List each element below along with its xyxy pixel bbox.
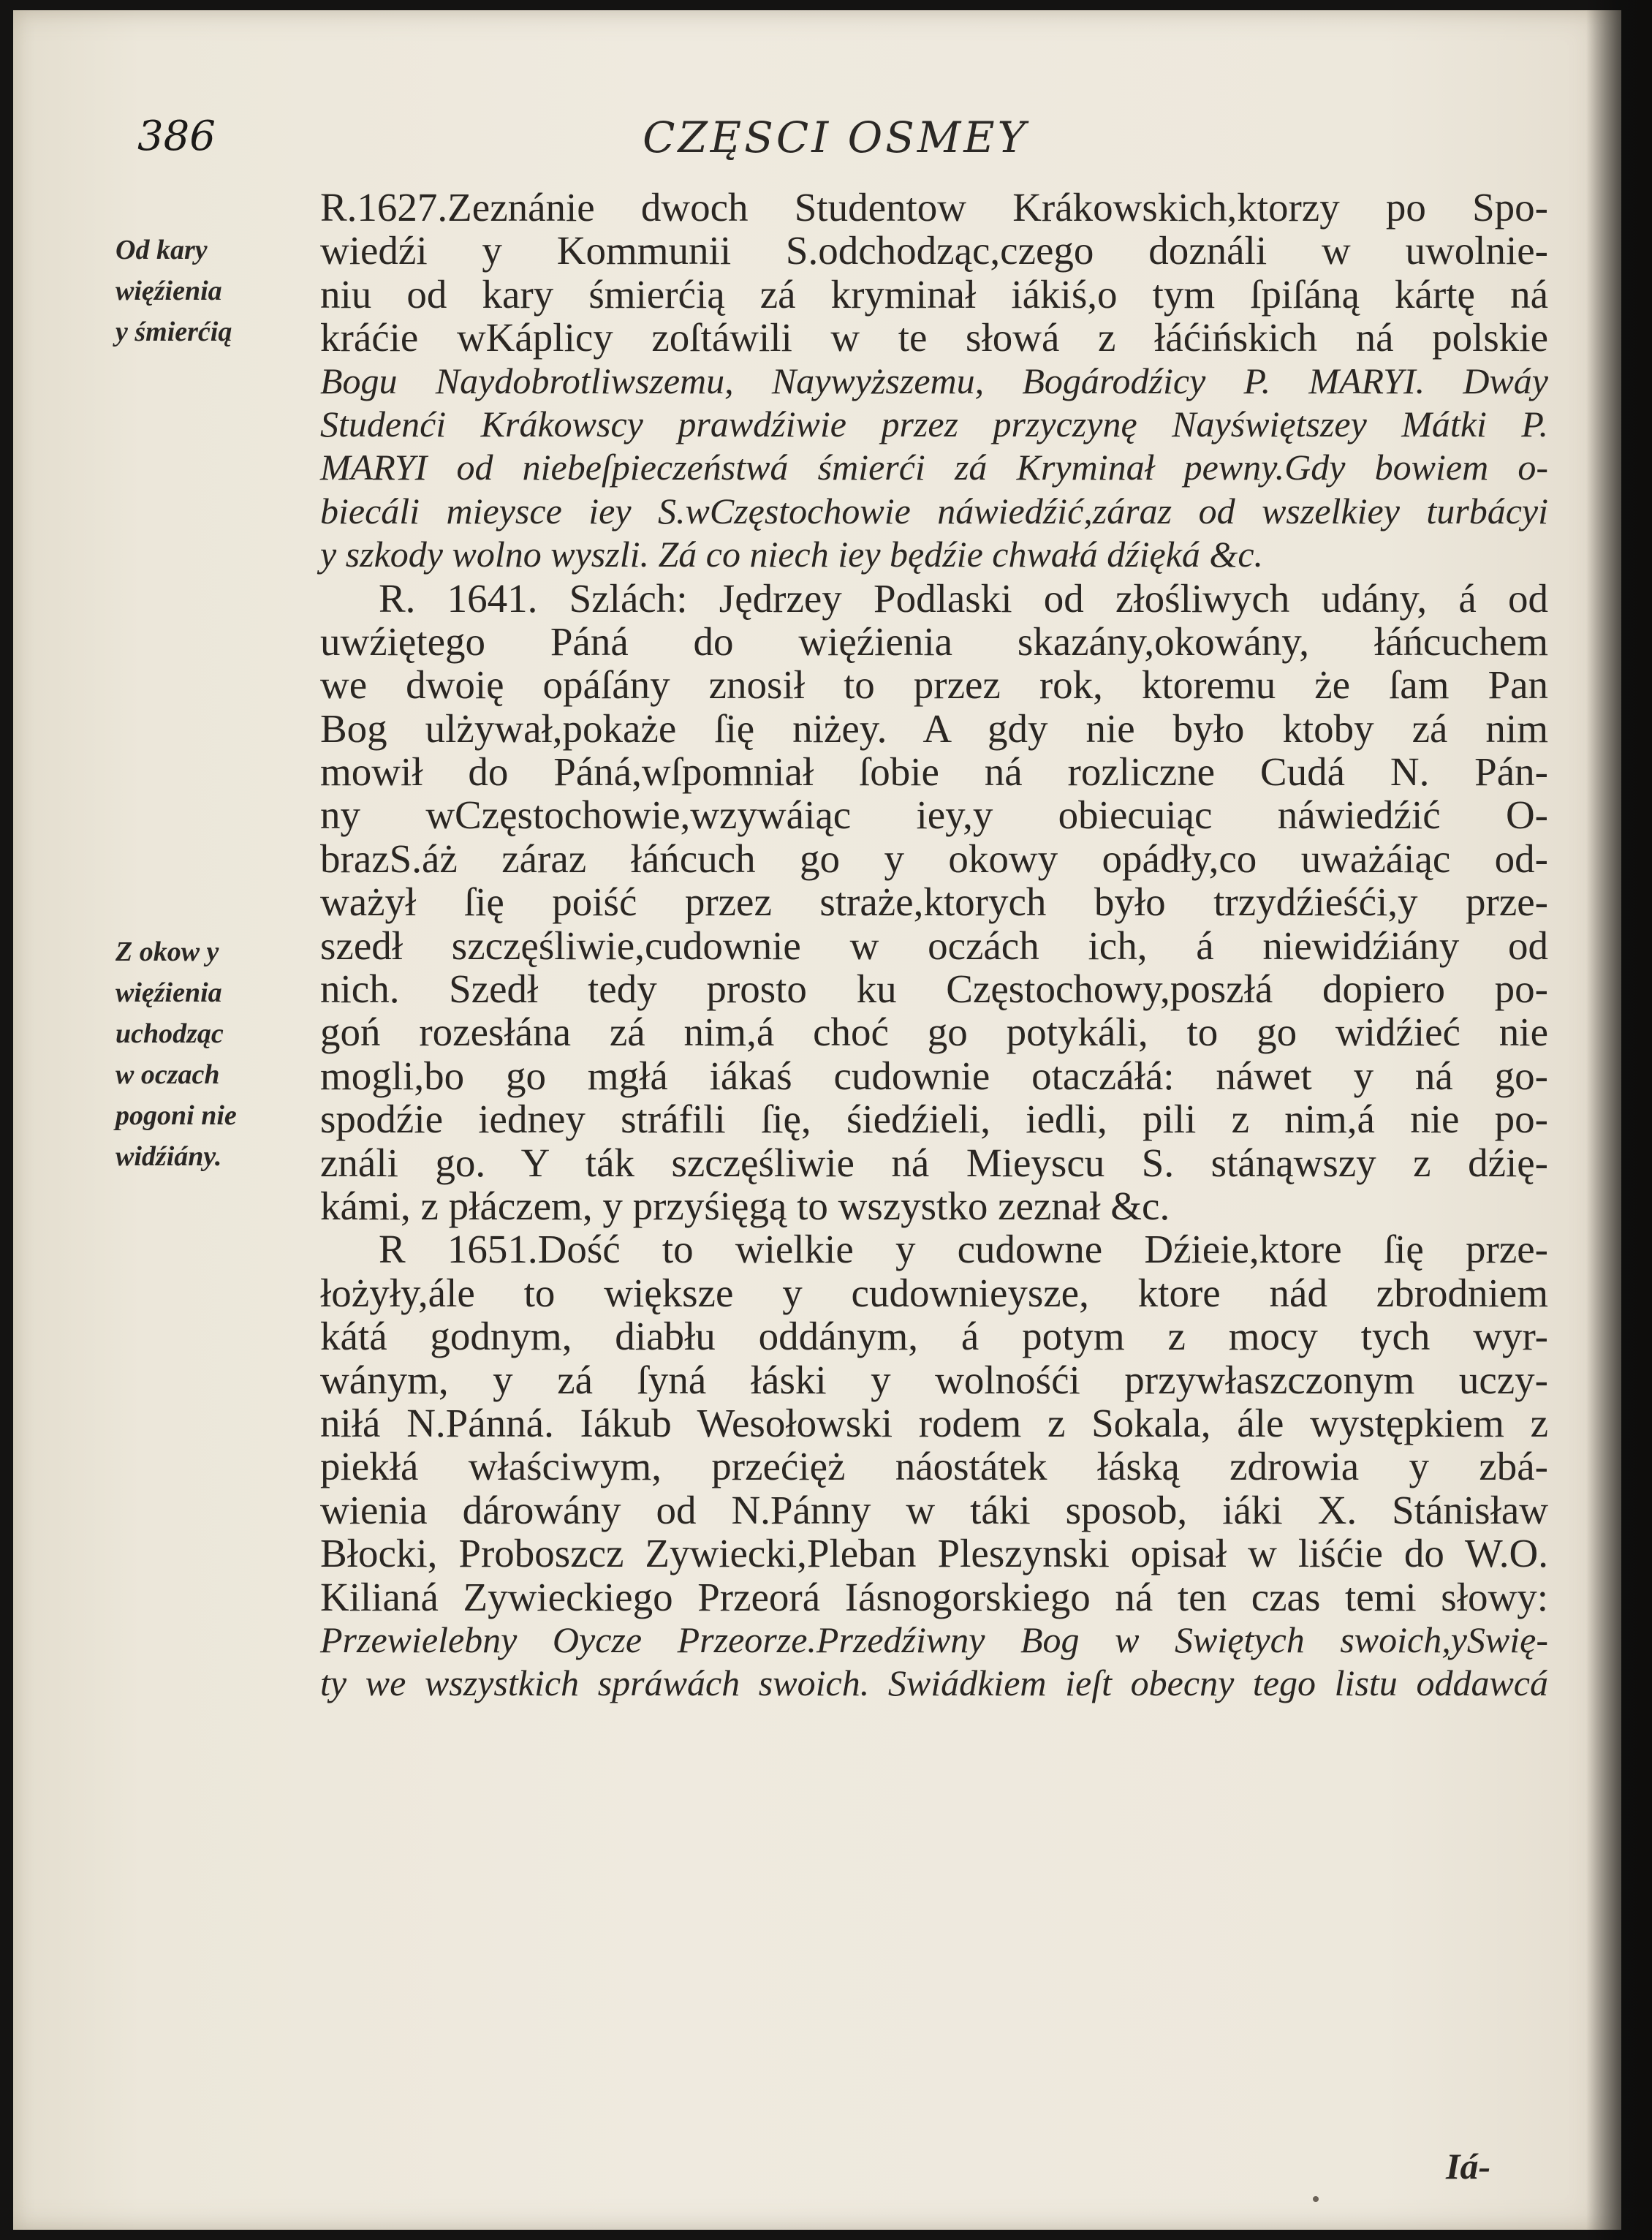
text-line: R.1627.Zeznánie dwoch Studentow Krákowskich,ktorzy po Spo- [320, 185, 1548, 230]
margin-note-line: więźienia [115, 977, 222, 1008]
margin-note-line: w oczach [115, 1059, 220, 1090]
text-line: Bogu Naydobrotliwszemu, Naywyższemu, Bogárodźicy P. MARYI. Dwáy [320, 360, 1548, 401]
ink-spot [1313, 2196, 1319, 2202]
text-line: ználi go. Y ták szczęśliwie ná Mieyscu S. stánąwszy z dźię- [320, 1140, 1548, 1185]
margin-note-line: y śmierćią [115, 317, 232, 347]
text-line: Kilianá Zywieckiego Przeorá Iásnogorskiego ná ten czas temi słowy: [320, 1574, 1548, 1619]
margin-note-od-kary [115, 230, 320, 352]
text-line: piekłá właściwym, przećięż náostátek łáską zdrowia y zbá- [320, 1444, 1548, 1489]
margin-note-line: więźienia [115, 276, 222, 306]
margin-note-line: Z okow y [115, 937, 219, 967]
text-line: kráćie wKáplicy zoſtáwili w te słowá z łáćińskich ná polskie [320, 315, 1548, 360]
text-line: mogli,bo go mgłá iákaś cudownie otaczáłá: náwet y ná go- [320, 1053, 1548, 1098]
text-line: R 1651.Dość to wielkie y cudowne Dźieie,ktore ſię prze- [379, 1227, 1548, 1272]
text-line: wiedźi y Kommunii S.odchodząc,czego doználi w uwolnie- [320, 228, 1548, 273]
text-line: ty we wszystkich spráwách swoich. Swiádkiem ieſt obecny tego listu oddawcá [320, 1662, 1548, 1704]
text-line: szedł szczęśliwie,cudownie w oczách ich, á niewidźiány od [320, 923, 1548, 968]
margin-note-z-okow [115, 931, 320, 1177]
catchword: Iá- [1446, 2146, 1491, 2187]
text-line: R. 1641. Szlách: Jędrzey Podlaski od złośliwych udány, á od [379, 575, 1548, 621]
text-line: Błocki, Proboszcz Zywiecki,Pleban Pleszynski opisał w liśćie do W.O. [320, 1531, 1548, 1576]
binding-shadow [1586, 0, 1652, 2240]
text-line: uwźiętego Páná do więźienia skazány,okowány, łáńcuchem [320, 618, 1548, 664]
text-line: Przewielebny Oycze Przeorze.Przedźiwny Bog w Swiętych swoich,ySwię- [320, 1619, 1548, 1660]
text-line: kátá godnym, diabłu oddánym, á potym z mocy tych wyr- [320, 1314, 1548, 1359]
text-line: y szkody wolno wyszli. Zá co niech iey będźie chwałá dźięká &c. [320, 534, 1264, 575]
text-line: ny wCzęstochowie,wzywáiąc iey,y obiecuiąc náwiedźić O- [320, 792, 1548, 838]
text-line: wienia dárowány od N.Pánny w táki sposob, iáki X. Stánisław [320, 1487, 1548, 1532]
text-line: MARYI od niebeſpieczeństwá śmierći zá Kryminał pewny.Gdy bowiem o- [320, 447, 1548, 488]
margin-note-line: uchodząc [115, 1018, 224, 1049]
text-line: spodźie iedney stráfili ſię, śiedźieli, iedli, pili z nim,á nie po- [320, 1097, 1548, 1142]
text-line: łożyły,ále to większe y cudownieysze, ktore nád zbrodniem [320, 1270, 1548, 1315]
running-head: CZĘSCI OSMEY [643, 113, 1028, 162]
book-page [13, 10, 1621, 2230]
text-line: biecáli mieysce iey S.wCzęstochowie náwiedźić,záraz od wszelkiey turbácyi [320, 490, 1548, 531]
page-number: 386 [137, 113, 216, 160]
margin-note-line: Od kary [115, 235, 208, 265]
body-text [320, 186, 1548, 1706]
text-line: wánym, y zá ſyná łáski y wolnośći przywłaszczonym uczy- [320, 1357, 1548, 1402]
text-line: kámi, z płáczem, y przyśięgą to wszystko zeznał &c. [320, 1183, 1170, 1228]
text-line: niłá N.Pánná. Iákub Wesołowski rodem z Sokala, ále występkiem z [320, 1400, 1548, 1445]
text-line: goń rozesłána zá nim,á choć go potykáli, to go widźieć nie [320, 1010, 1548, 1055]
margin-note-line: pogoni nie [115, 1100, 237, 1131]
text-line: mowił do Páná,wſpomniał ſobie ná rozliczne Cudá N. Pán- [320, 749, 1548, 795]
text-line: brazS.áż záraz łáńcuch go y okowy opádły,co uważáiąc od- [320, 836, 1548, 881]
text-line: Studenći Krákowscy prawdźiwie przez przyczynę Nayświętszey Mátki P. [320, 403, 1548, 444]
text-line: ważył ſię poiść przez straże,ktorych było trzydźieśći,y prze- [320, 879, 1548, 925]
text-line: Bog ulżywał,pokaże ſię niżey. A gdy nie było ktoby zá nim [320, 705, 1548, 751]
margin-note-line: widźiány. [115, 1141, 222, 1172]
text-line: nich. Szedł tedy prosto ku Częstochowy,poszłá dopiero po- [320, 966, 1548, 1012]
page-header [123, 113, 1548, 186]
text-line: we dwoię opáſány znosił to przez rok, ktoremu że ſam Pan [320, 662, 1548, 708]
text-line: niu od kary śmierćią zá kryminał iákiś,o tym ſpiſáną kártę ná [320, 271, 1548, 317]
